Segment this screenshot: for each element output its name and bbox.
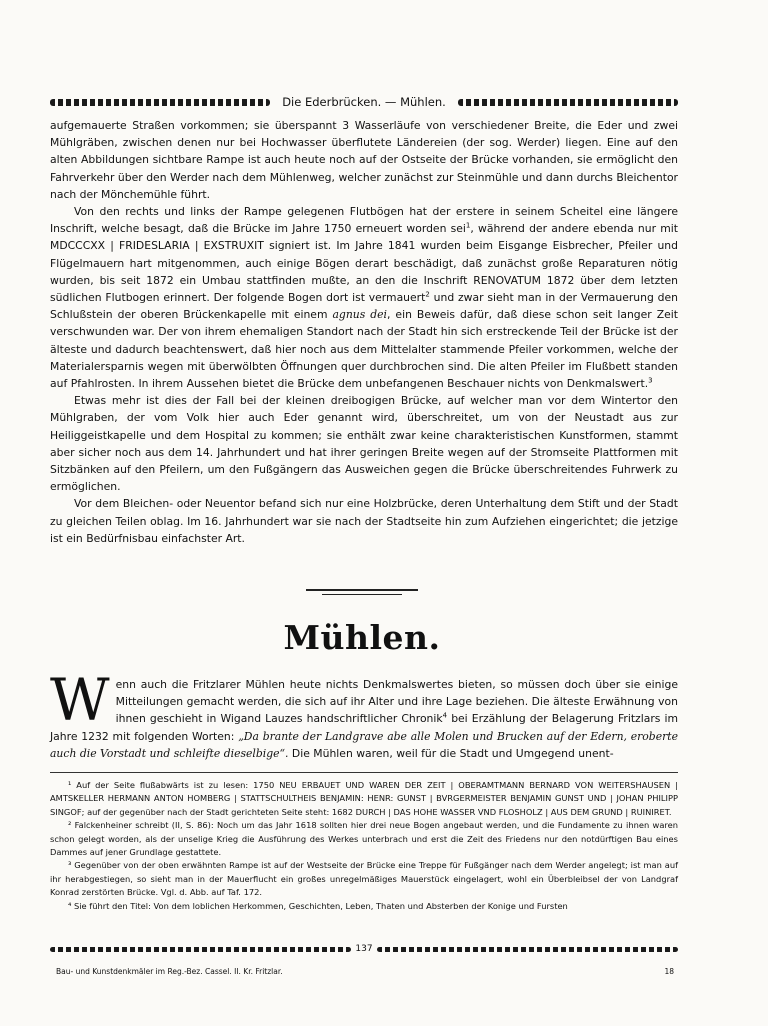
paragraph-3: Etwas mehr ist dies der Fall bei der kleinen dreibogigen Brücke, auf welcher man vor dem Wintertor den Mühlgraben, der vom Volk hier auch Eder genannt wird, überschreitet, um von der Neustadt aus zur Heiliggeistkapelle und dem Hospital zu kommen; sie enthält zwar keine charakteristischen Kunstformen, stammt aber sicher noch aus dem 14. Jahrhundert und hat ihrer geringen Breite wegen auf der Stromseite Plattformen mit Sitzbänken auf den Pfeilern, um den Fußgängern das Ausweichen gegen die Brücke überschreitendes Fuhrwerk zu ermöglichen.: [50, 394, 678, 494]
body-text: [50, 117, 678, 547]
paragraph-4: Vor dem Bleichen- oder Neuentor befand sich nur eine Holzbrücke, deren Unterhaltung dem Stift und der Stadt zu gleichen Teilen oblag. Im 16. Jahrhundert war sie nach der Stadtseite hin zum Aufziehen eingerichtet; die jetzige ist ein Bedürfnisbau einfachster Art.: [50, 497, 678, 545]
agnus-dei-italic: agnus dei: [332, 308, 388, 322]
footer-ornament-left: [50, 947, 351, 952]
chronicle-quote: „Da brante der Landgrave abe alle Molen und Brucken auf der Edern, eroberte auch die Vorstadt und schleifte dieselbige“.: [50, 729, 678, 760]
footnote-4: ⁴ Sie führt den Titel: Von dem loblichen Herkommen, Geschichten, Leben, Thaten und Absterben der Konige und Fursten: [68, 900, 568, 911]
footer-ornament-right: [377, 947, 678, 952]
intro-paragraph: Wenn auch die Fritzlarer Mühlen heute nichts Denkmalswertes bieten, so müssen doch über sie einige Mitteilungen gemacht werden, die sich auf ihr Alter und ihre Lage beziehen. Die älteste Erwähnung von ihnen geschieht in Wigand Lauzes handschriftlicher Chronik$^4$ bei Erzählung der Belagerung Fritzlars im Jahre 1232 mit folgenden Worten: „Da brante der Landgrave abe alle Molen und Brucken auf der Edern, eroberte auch die Vorstadt und schleifte dieselbige“. Die Mühlen waren, weil für die Stadt und Umgegend unent-: [50, 666, 678, 760]
footnote-2: ² Falckenheiner schreibt (II, S. 86): Noch um das Jahr 1618 sollten hier drei neue Bogen angebaut werden, und die Fundamente zu ihnen waren schon gelegt worden, als der unselige Krieg die Ausführung des Werkes unterbrach und erst die Zeit des Friedens nur den notdürftigen Bau eines Dammes auf jener Grundlage gestattete.: [50, 820, 678, 858]
running-header-title: Die Ederbrücken. — Mühlen.: [282, 95, 446, 109]
footnote-ref-3: 3: [648, 376, 653, 385]
drop-cap: W: [50, 666, 110, 734]
page-number: 137: [355, 944, 373, 954]
section-title: Mühlen.: [283, 618, 441, 657]
footnote-ref-4: 4: [442, 711, 448, 720]
footnote-rule: [50, 772, 678, 773]
header-ornament-left: [50, 99, 270, 106]
paragraph-1: aufgemauerte Straßen vorkommen; sie überspannt 3 Wasserläufe von verschiedener Breite, die Eder und zwei Mühlgräben, zwischen denen nur bei Hochwasser überflutete Ländereien (der sog. Werder) liegen. Eine auf den alten Abbildungen sichtbare Rampe ist auch heute noch auf der Ostseite der Brücke vorhanden, sie ermöglicht den Fahrverkehr über den Werder nach dem Mühlenweg, welcher zunächst zur Steinmühle und dann durchs Bleichentor nach der Mönchemühle führt.: [50, 119, 678, 201]
footnote-ref-1: 1: [465, 221, 471, 230]
section-divider: [306, 589, 418, 595]
footer-ornament: [50, 944, 678, 954]
running-header: [50, 95, 678, 109]
footnote-1: ¹ Auf der Seite flußabwärts ist zu lesen: 1750 NEU ERBAUET UND WAREN DER ZEIT | OBERAMTMANN BERNARD VON WEITERSHAUSEN | AMTSKELLER HERMANN ANTON HOMBERG | STATTSCHULTHEIS BENJAMIN: HENR: GUNST | BVRGERMEISTER BENJAMIN GUNST UND | JOHAN PHILIPP SINGOF; auf der gegenüber nach der Stadt gerichteten Seite steht: 1682 DURCH | DAS HOHE WASSER VND FLOSHOLZ | AUS DEM GRUND | RUINIRET.: [50, 780, 678, 817]
paragraph-2: Von den rechts und links der Rampe gelegenen Flutbögen hat der erstere in seinem Scheitel eine längere Inschrift, welche besagt, daß die Brücke im Jahre 1750 erneuert worden sei$^1$, während der andere ebenda nur mit MDCCCXX | FRIDESLARIA | EXSTRUXIT signiert ist. Im Jahre 1841 wurden beim Eisgange Eisbrecher, Pfeiler und Flügelmauern hart mitgenommen, auch einige Bögen derart beschädigt, daß zunächst große Reparaturen nötig wurden, bis seit 1872 ein Umbau stattfinden mußte, an den die Inschrift RENOVATUM 1872 über dem letzten südlichen Flutbogen erinnert. Der folgende Bogen dort ist vermauert$^2$ und zwar sieht man in der Vermauerung den Schlußstein der oberen Brückenkapelle mit einem agnus dei, ein Beweis dafür, daß diese schon seit langer Zeit verschwunden war. Der von ihrem ehemaligen Standort nach der Stadt hin sich erstreckende Teil der Brücke ist der älteste und dadurch beachtenswert, daß hier noch aus dem Mittelalter stammende Pfeiler vorkommen, welche der Materialersparnis wegen mit überwölbten Öffnungen quer durchbrochen sind. Die alten Pfeiler im Flußbett standen auf Pfahlrosten. In ihrem Aussehen bietet die Brücke dem unbefangenen Beschauer nichts von Denkmalswert.$^3$: [50, 205, 679, 391]
imprint-line: [56, 967, 674, 976]
footnote-3: ³ Gegenüber von der oben erwähnten Rampe ist auf der Westseite der Brücke eine Treppe für Fußgänger nach dem Werder angelegt; ist man auf ihr herabgestiegen, so sieht man in der Mauerflucht ein großes unregelmäßiges Mauerstück eingelagert, wohl ein Überbleibsel der von Landgraf Konrad zerstörten Brücke. Vgl. d. Abb. auf Taf. 172.: [50, 860, 678, 898]
footnote-ref-2: 2: [425, 290, 430, 299]
footnotes: [50, 779, 678, 913]
imprint-text: Bau- und Kunstdenkmäler im Reg.-Bez. Cassel. II. Kr. Fritzlar.: [56, 967, 283, 976]
section-intro: [50, 666, 678, 762]
sheet-signature: 18: [664, 967, 674, 976]
header-ornament-right: [458, 99, 678, 106]
